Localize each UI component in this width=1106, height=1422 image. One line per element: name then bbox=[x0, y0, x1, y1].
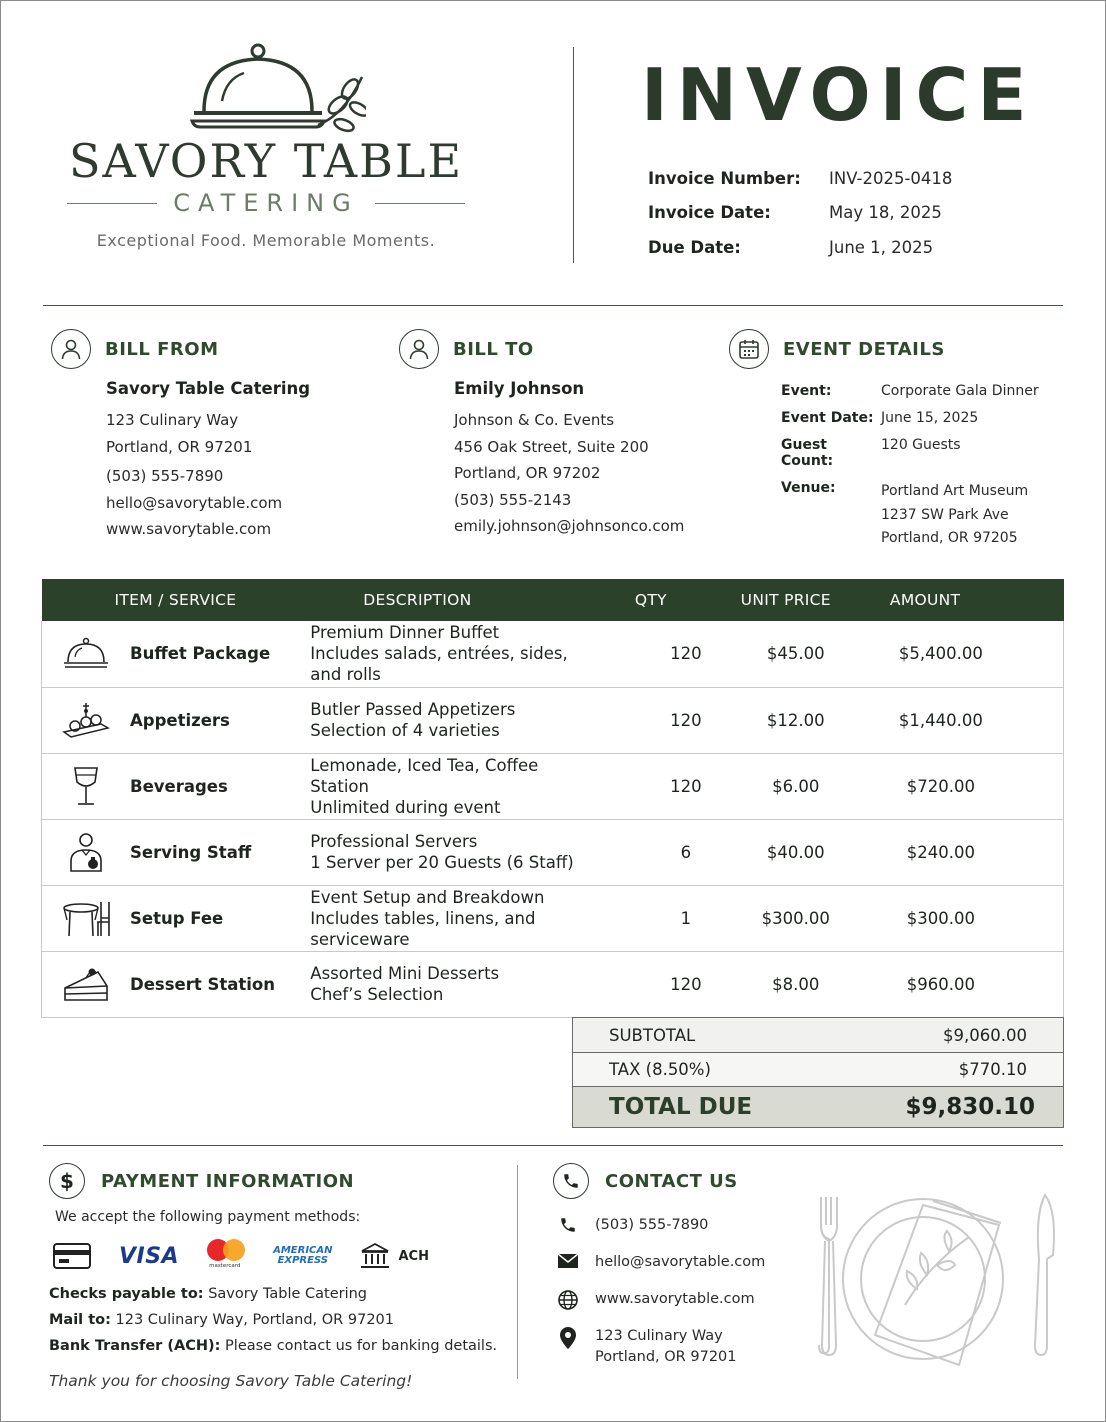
item-unit-price: $45.00 bbox=[766, 644, 825, 664]
item-unit-price: $8.00 bbox=[772, 974, 820, 994]
footer-divider bbox=[517, 1165, 518, 1379]
meta-value: June 1, 2025 bbox=[829, 237, 934, 257]
event-label: Event: bbox=[781, 383, 832, 399]
contact-phone-row bbox=[557, 1215, 813, 1236]
mail-to-line bbox=[49, 1311, 499, 1330]
contact-email-row bbox=[557, 1252, 813, 1273]
item-unit-price: $40.00 bbox=[766, 842, 825, 862]
item-amount: $1,440.00 bbox=[845, 687, 1064, 753]
event-date-value: June 15, 2025 bbox=[881, 410, 979, 426]
invoice-number-row bbox=[648, 161, 952, 196]
guest-count-value: 120 Guests bbox=[881, 437, 961, 453]
total-due-label: TOTAL DUE bbox=[609, 1094, 753, 1120]
bill-from-name: Savory Table Catering bbox=[106, 379, 311, 398]
tax-row bbox=[573, 1053, 1063, 1087]
globe-icon bbox=[557, 1289, 579, 1310]
contact-section bbox=[553, 1163, 813, 1384]
item-name: Beverages bbox=[130, 776, 228, 796]
contact-title: CONTACT US bbox=[605, 1170, 738, 1192]
payment-methods bbox=[53, 1239, 499, 1273]
bill-from-address2: Portland, OR 97201 bbox=[106, 437, 253, 456]
envelope-icon bbox=[557, 1252, 579, 1269]
ach-label: ACH bbox=[398, 1248, 429, 1264]
table-row bbox=[42, 753, 1064, 819]
bank-label: Bank Transfer (ACH): bbox=[49, 1338, 221, 1354]
venue-line: 1237 SW Park Ave bbox=[881, 506, 1009, 523]
subtotal-row bbox=[573, 1018, 1063, 1053]
contact-phone[interactable]: (503) 555-7890 bbox=[595, 1217, 709, 1233]
item-amount: $720.00 bbox=[845, 753, 1064, 819]
bank-icon bbox=[360, 1242, 390, 1270]
amex-line: EXPRESS bbox=[277, 1255, 329, 1266]
venue-value bbox=[881, 480, 1028, 551]
item-qty: 6 bbox=[680, 842, 692, 862]
table-row bbox=[42, 819, 1064, 885]
section-divider bbox=[43, 1145, 1063, 1146]
table-row bbox=[42, 951, 1064, 1017]
due-date-row bbox=[648, 230, 952, 265]
divider bbox=[67, 203, 157, 204]
item-name: Buffet Package bbox=[130, 644, 271, 664]
item-description-detail: 1 Server per 20 Guests (6 Staff) bbox=[310, 853, 574, 872]
plate-cutlery-illustration bbox=[809, 1185, 1065, 1375]
bill-from-email: hello@savorytable.com bbox=[106, 493, 283, 512]
brand-logo bbox=[41, 41, 491, 250]
item-amount: $240.00 bbox=[845, 819, 1064, 885]
item-unit-price: $12.00 bbox=[766, 710, 825, 730]
bank-transfer-line bbox=[49, 1337, 499, 1356]
header-divider bbox=[573, 47, 574, 263]
total-due-value: $9,830.10 bbox=[905, 1094, 1035, 1120]
checks-label: Checks payable to: bbox=[49, 1286, 204, 1302]
item-amount: $300.00 bbox=[845, 885, 1064, 951]
column-header: UNIT PRICE bbox=[727, 579, 845, 621]
item-description-detail: Includes salads, entrées, sides, and rolls bbox=[310, 644, 568, 685]
item-amount: $5,400.00 bbox=[845, 621, 1064, 687]
table-row bbox=[42, 687, 1064, 753]
item-description: Assorted Mini Desserts bbox=[310, 964, 500, 983]
brand-tagline: Exceptional Food. Memorable Moments. bbox=[96, 231, 436, 251]
item-description: Lemonade, Iced Tea, Coffee Station bbox=[310, 755, 539, 796]
meta-value: INV-2025-0418 bbox=[829, 168, 953, 188]
item-qty: 120 bbox=[670, 974, 702, 994]
contact-address bbox=[595, 1326, 737, 1368]
item-name: Setup Fee bbox=[130, 908, 224, 928]
thank-you-note: Thank you for choosing Savory Table Catering! bbox=[49, 1372, 413, 1390]
credit-card-icon bbox=[53, 1243, 91, 1269]
bill-to-address2: Portland, OR 97202 bbox=[454, 464, 601, 482]
contact-email[interactable]: hello@savorytable.com bbox=[595, 1254, 766, 1270]
bill-from-website: www.savorytable.com bbox=[106, 520, 272, 538]
amex-logo bbox=[273, 1246, 332, 1266]
item-name: Appetizers bbox=[130, 710, 230, 730]
section-divider bbox=[43, 305, 1063, 306]
checks-value: Savory Table Catering bbox=[208, 1286, 368, 1302]
table-chair-icon bbox=[42, 898, 130, 938]
contact-address-line: 123 Culinary Way bbox=[595, 1328, 723, 1344]
table-row bbox=[42, 621, 1064, 687]
item-description: Premium Dinner Buffet bbox=[310, 623, 500, 643]
venue-label: Venue: bbox=[781, 480, 836, 496]
visa-logo: VISA bbox=[119, 1243, 180, 1269]
column-header: DESCRIPTION bbox=[297, 579, 575, 621]
line-items-table bbox=[41, 579, 1064, 1018]
cloche-logo-icon bbox=[166, 41, 366, 133]
bill-from-title: BILL FROM bbox=[105, 338, 219, 360]
server-icon bbox=[42, 831, 130, 873]
table-row bbox=[42, 885, 1064, 951]
invoice-date-row bbox=[648, 196, 952, 231]
item-description-detail: Chef’s Selection bbox=[310, 985, 444, 1004]
bank-value: Please contact us for banking details. bbox=[225, 1338, 498, 1354]
cake-slice-icon bbox=[42, 964, 130, 1004]
checks-payable-line bbox=[49, 1285, 499, 1304]
bill-to-address1: 456 Oak Street, Suite 200 bbox=[454, 437, 649, 456]
item-description: Professional Servers bbox=[310, 832, 478, 851]
bill-to-email: emily.johnson@johnsonco.com bbox=[454, 517, 685, 535]
column-header: AMOUNT bbox=[845, 579, 1064, 621]
mastercard-label: mastercard bbox=[209, 1263, 241, 1269]
column-header: ITEM / SERVICE bbox=[42, 579, 298, 621]
item-description: Event Setup and Breakdown bbox=[310, 887, 545, 907]
payment-title: PAYMENT INFORMATION bbox=[101, 1170, 355, 1192]
event-details-title: EVENT DETAILS bbox=[783, 338, 945, 360]
item-description: Butler Passed Appetizers bbox=[310, 700, 516, 719]
item-name: Serving Staff bbox=[130, 842, 252, 862]
wine-glass-icon bbox=[42, 765, 130, 807]
item-description-detail: Selection of 4 varieties bbox=[310, 721, 500, 740]
item-unit-price: $6.00 bbox=[772, 776, 820, 796]
contact-website[interactable]: www.savorytable.com bbox=[595, 1291, 755, 1307]
bill-from-phone: (503) 555-7890 bbox=[106, 467, 224, 485]
event-date-label: Event Date: bbox=[781, 410, 874, 426]
venue-line: Portland Art Museum bbox=[881, 483, 1029, 499]
payment-accept-text: We accept the following payment methods: bbox=[55, 1209, 361, 1225]
tax-value: $770.10 bbox=[958, 1060, 1027, 1079]
bill-to-company: Johnson & Co. Events bbox=[454, 411, 615, 429]
item-description-detail: Unlimited during event bbox=[310, 797, 501, 817]
event-details-section bbox=[729, 329, 1039, 551]
mail-label: Mail to: bbox=[49, 1312, 111, 1328]
item-qty: 120 bbox=[670, 776, 702, 796]
divider bbox=[375, 203, 465, 204]
subtotal-label: SUBTOTAL bbox=[609, 1025, 696, 1045]
bill-to-title: BILL TO bbox=[453, 338, 534, 360]
item-amount: $960.00 bbox=[845, 951, 1064, 1017]
item-qty: 1 bbox=[680, 908, 692, 928]
total-due-row bbox=[573, 1087, 1063, 1127]
calendar-icon bbox=[729, 329, 769, 369]
tax-label: TAX (8.50%) bbox=[609, 1060, 711, 1079]
item-qty: 120 bbox=[670, 710, 702, 730]
person-icon bbox=[51, 329, 91, 369]
invoice-title: INVOICE bbox=[641, 53, 1036, 137]
phone-icon bbox=[557, 1215, 579, 1234]
item-unit-price: $300.00 bbox=[761, 908, 830, 928]
appetizer-icon bbox=[42, 700, 130, 740]
item-description-detail: Includes tables, linens, and serviceware bbox=[310, 908, 536, 949]
mastercard-logo bbox=[207, 1239, 247, 1273]
meta-value: May 18, 2025 bbox=[829, 203, 942, 223]
dollar-icon: $ bbox=[49, 1163, 85, 1199]
cloche-icon bbox=[42, 637, 130, 671]
meta-label: Due Date: bbox=[648, 237, 741, 257]
column-header: QTY bbox=[575, 579, 727, 621]
event-value: Corporate Gala Dinner bbox=[881, 383, 1039, 399]
contact-address-line: Portland, OR 97201 bbox=[595, 1349, 737, 1365]
bill-from-address1: 123 Culinary Way bbox=[106, 411, 239, 429]
table-header-row bbox=[42, 579, 1064, 621]
meta-label: Invoice Number: bbox=[648, 168, 801, 188]
subtotal-value: $9,060.00 bbox=[943, 1025, 1027, 1045]
contact-address-row bbox=[557, 1326, 813, 1368]
bill-to-phone: (503) 555-2143 bbox=[454, 490, 572, 509]
brand-name: SAVORY TABLE bbox=[68, 134, 464, 188]
brand-subtitle bbox=[41, 189, 491, 217]
bill-to-section bbox=[399, 329, 684, 540]
totals-box bbox=[572, 1017, 1064, 1128]
brand-sub-label: CATERING bbox=[173, 189, 359, 218]
bill-from-section bbox=[51, 329, 310, 543]
bill-to-name: Emily Johnson bbox=[454, 379, 585, 398]
item-name: Dessert Station bbox=[130, 974, 276, 994]
guest-count-label: Guest Count: bbox=[781, 437, 834, 469]
contact-web-row bbox=[557, 1289, 813, 1310]
mail-value: 123 Culinary Way, Portland, OR 97201 bbox=[115, 1312, 394, 1328]
amex-line: AMERICAN bbox=[273, 1245, 333, 1256]
person-icon bbox=[399, 329, 439, 369]
venue-line: Portland, OR 97205 bbox=[881, 530, 1018, 546]
item-qty: 120 bbox=[670, 644, 702, 664]
phone-circle-icon bbox=[553, 1163, 589, 1199]
invoice-meta bbox=[648, 161, 952, 265]
payment-information-section bbox=[49, 1163, 499, 1390]
meta-label: Invoice Date: bbox=[648, 203, 771, 223]
map-pin-icon bbox=[557, 1326, 579, 1349]
